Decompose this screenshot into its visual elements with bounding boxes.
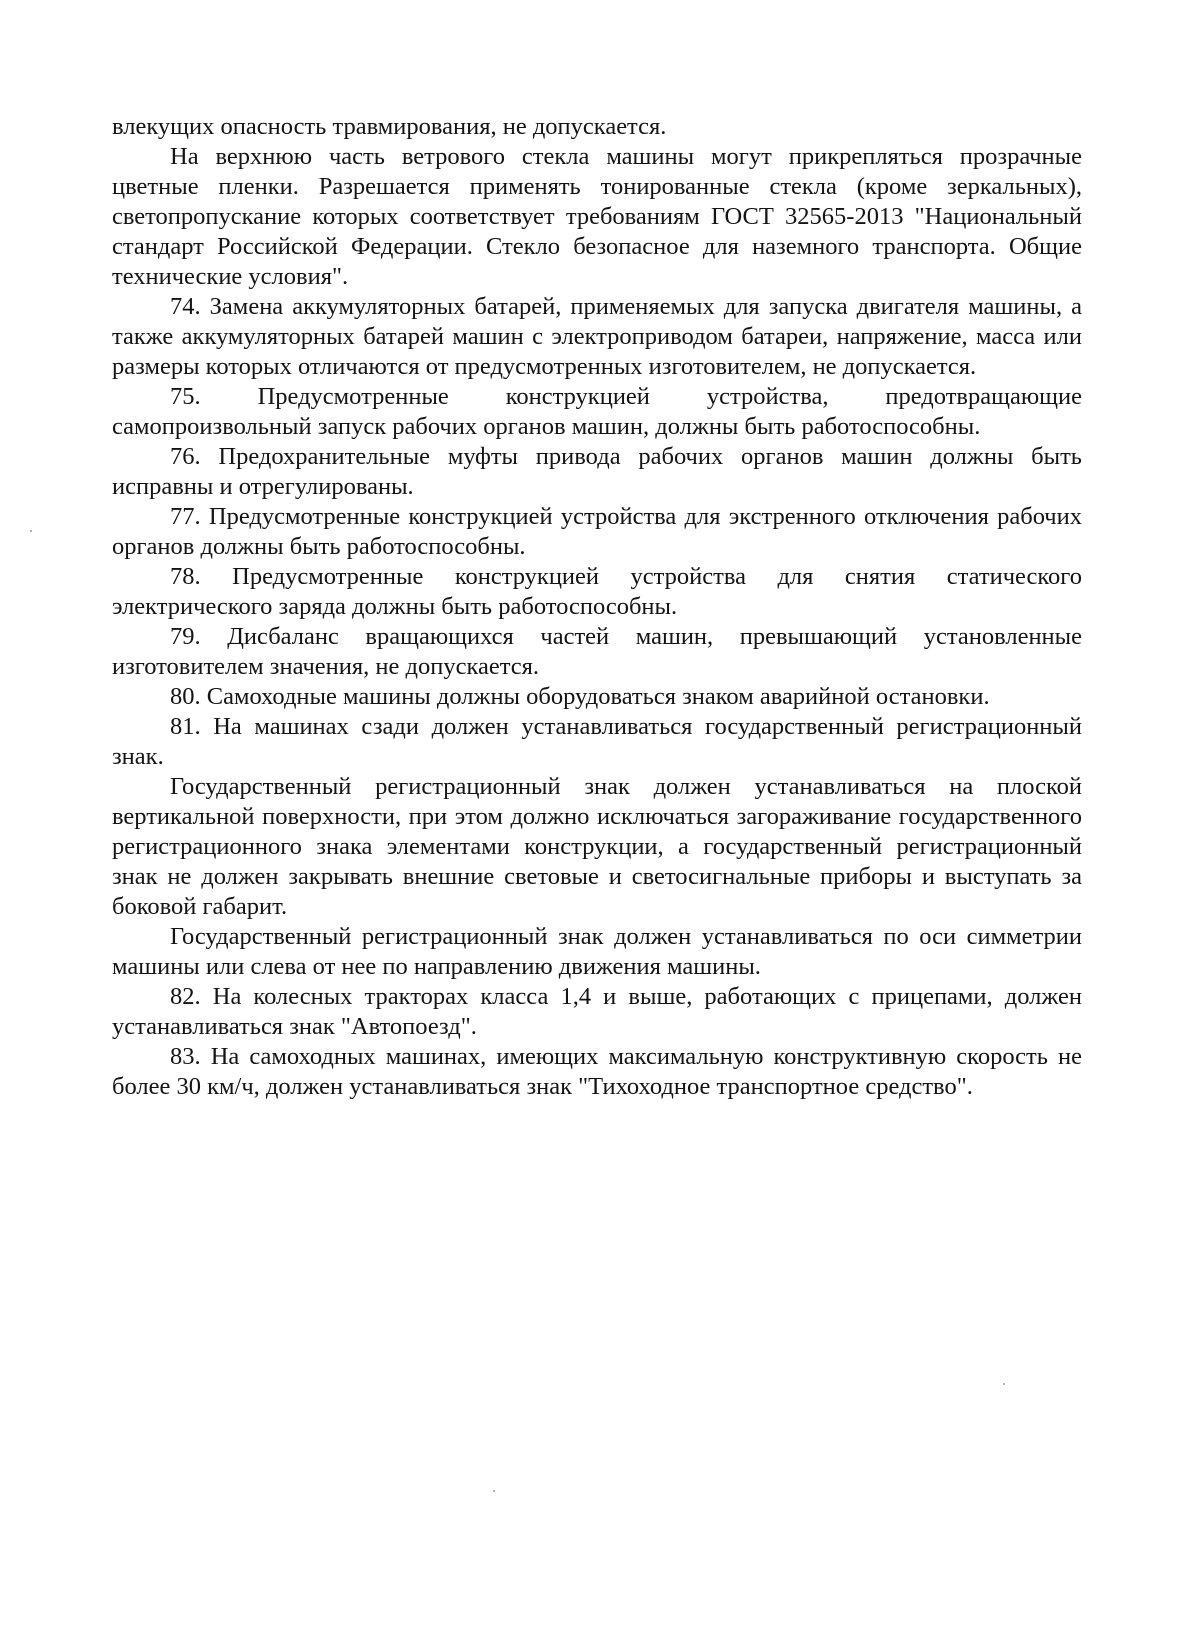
paragraph-item-74: 74. Замена аккумуляторных батарей, применяемых для запуска двигателя машины, а также аккумуляторных батарей машин с электроприводом батареи, напряжение, масса или размеры которых отличаются от предусмотренных изготовителем, не допускается. [112,293,1082,380]
paragraph-item-77: 77. Предусмотренные конструкцией устройства для экстренного отключения рабочих органов должны быть работоспособны. [112,503,1082,560]
paragraph-item-80: 80. Самоходные машины должны оборудоваться знаком аварийной остановки. [170,683,990,710]
paragraph-continuation: влекущих опасность травмирования, не допускается. [112,113,667,140]
scan-speck [30,530,32,532]
paragraph-item-82: 82. На колесных тракторах класса 1,4 и выше, работающих с прицепами, должен устанавливаться знак "Автопоезд". [112,983,1082,1040]
document-body [112,112,1082,1102]
paragraph-item-83: 83. На самоходных машинах, имеющих максимальную конструктивную скорость не более 30 км/ч, должен устанавливаться знак "Тихоходное транспортное средство". [112,1043,1082,1100]
scan-speck [493,1490,495,1492]
paragraph-windshield-films: На верхнюю часть ветрового стекла машины могут прикрепляться прозрачные цветные пленки. Разрешается применять тонированные стекла (кроме зеркальных), светопропускание которых соответствует требованиям ГОСТ 32565-2013 "Национальный стандарт Российской Федерации. Стекло безопасное для наземного транспорта. Общие технические условия". [112,143,1082,290]
paragraph-item-75: 75. Предусмотренные конструкцией устройства, предотвращающие самопроизвольный запуск рабочих органов машин, должны быть работоспособны. [112,383,1082,440]
paragraph-plate-placement: Государственный регистрационный знак должен устанавливаться на плоской вертикальной поверхности, при этом должно исключаться загораживание государственного регистрационного знака элементами конструкции, а государственный регистрационный знак не должен закрывать внешние световые и светосигнальные приборы и выступать за боковой габарит. [112,773,1082,920]
paragraph-item-76: 76. Предохранительные муфты привода рабочих органов машин должны быть исправны и отрегулированы. [112,443,1082,500]
paragraph-plate-axis: Государственный регистрационный знак должен устанавливаться по оси симметрии машины или слева от нее по направлению движения машины. [112,923,1082,980]
scan-speck [1003,1383,1005,1385]
paragraph-item-79: 79. Дисбаланс вращающихся частей машин, превышающий установленные изготовителем значения, не допускается. [112,623,1082,680]
paragraph-item-78: 78. Предусмотренные конструкцией устройства для снятия статического электрического заряда должны быть работоспособны. [112,563,1082,620]
paragraph-item-81: 81. На машинах сзади должен устанавливаться государственный регистрационный знак. [112,713,1082,770]
